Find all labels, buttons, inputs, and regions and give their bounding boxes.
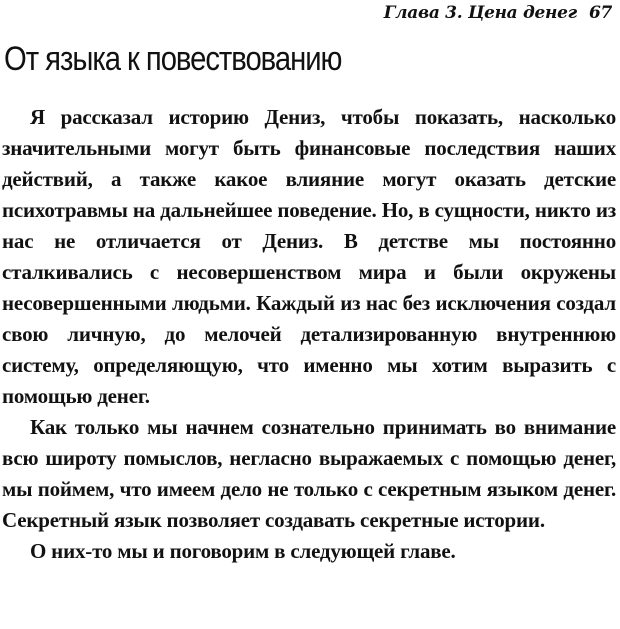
body-text <box>2 102 616 567</box>
chapter-title: Глава 3. Цена денег <box>383 3 577 23</box>
paragraph-2: Как только мы начнем сознательно принимать во внимание всю широту помыслов, негласно выражаемых с помощью денег, мы поймем, что имеем дело не только с секретным языком денег. Секретный язык позволяет создавать секретные истории. <box>2 415 616 532</box>
running-header <box>384 3 612 23</box>
page-number: 67 <box>588 3 612 23</box>
section-title: От языка к повествованию <box>4 40 342 78</box>
paragraph-3: О них-то мы и поговорим в следующей главе. <box>30 539 456 563</box>
paragraph-1: Я рассказал историю Дениз, чтобы показать, насколько значительными могут быть финансовые последствия наших действий, а также какое влияние могут оказать детские психотравмы на дальнейшее поведение. Но, в сущности, никто из нас не отличается от Дениз. В детстве мы постоянно сталкивались с несовершенством мира и были окружены несовершенными людьми. Каждый из нас без исключения создал свою личную, до мелочей детализированную внутреннюю систему, определяющую, что именно мы хотим выразить с помощью денег. <box>2 105 616 408</box>
